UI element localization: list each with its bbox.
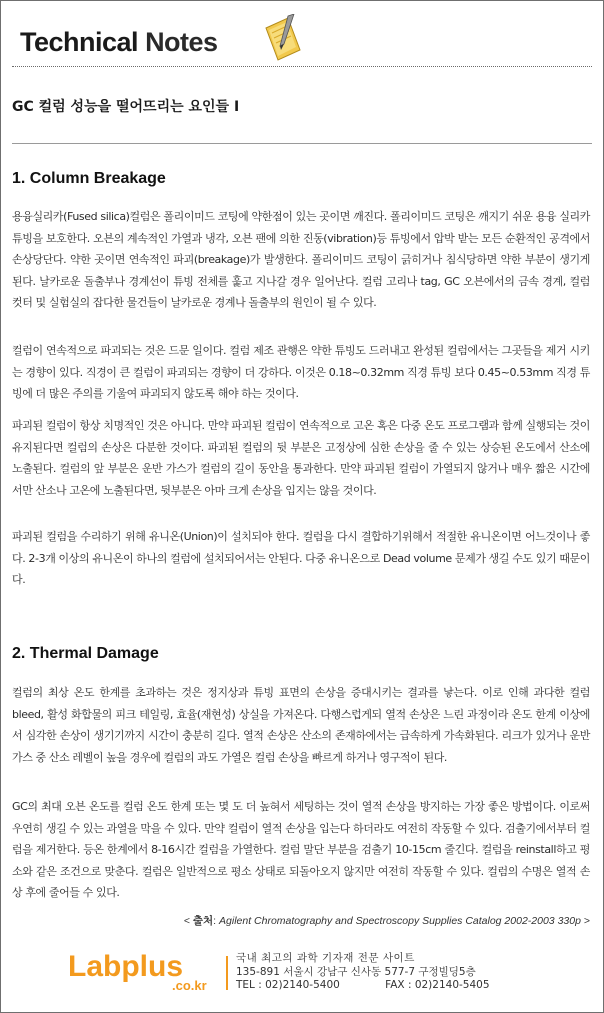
source-close: > [583,915,590,927]
labplus-logo[interactable]: Labplus [68,950,184,983]
page-title: GC 컬럼 성능을 떨어뜨리는 요인들 I [12,99,240,115]
header-title-technical: Technical [20,27,139,57]
source-label: 출처 [192,915,214,927]
paragraph: 용융실리카(Fused silica)컬럼은 폴리이미드 코팅에 약한점이 있는 곳이면 깨진다. 폴리이미드 코팅은 깨지기 쉬운 용융 실리카 튜빙을 보호한다. 오븐의 계속적인 가열과 냉각, 오븐 팬에 의한 진동(vibration)등 튜빙에서 압박 받는 모든 순환적인 공격에서 손상당단다. 약한 곳이면 연속적인 파괴(breakage)가 발생한다. 폴리이미드 코팅이 긁히거나 침식당하면 약한 부분이 생기게 된다. 날카로운 돌출부나 경계선이 튜빙 전체를 훑고 지나갈 경우 일어난다. 컬럼 고리나 tag, GC 오븐에서의 금속 경계, 컬럼 컷터 및 실험실의 잡다한 물건들이 날카로운 경계나 돌출부의 원인이 될 수 있다. [12,210,590,309]
paragraph: 파괴된 컬럼을 수리하기 위해 유니온(Union)이 설치되야 한다. 컬럼을 다시 결합하기위해서 적절한 유니온이면 어느것이나 좋다. 2-3개 이상의 유니온이 하나의 컬럼에 설치되어서는 안된다. 다중 유니온으로 Dead volume 문제가 생길 수도 있기 때문이다. [12,530,590,586]
source-text: Agilent Chromatography and Spectroscopy Supplies Catalog 2002-2003 330p [219,915,581,927]
footer-tel: TEL : 02)2140-5400 [236,979,340,991]
notepad-pencil-icon [258,14,308,64]
paragraph: 컬럼의 최상 온도 한계를 초과하는 것은 정지상과 튜빙 표면의 손상을 증대시키는 결과를 낳는다. 이로 인해 과다한 컬럼 bleed, 활성 화합물의 피크 테일링, 효율(재현성) 상실을 가져온다. 다행스럽게되 열적 손상은 느린 과정이라 온도 한계 이상에서 심각한 손상이 생기기까지 시간이 충분히 길다. 열적 손상은 산소의 존재하에서는 급속하게 가속화된다. 리크가 있거나 운반 가스 중 산소 레벨이 높을 경우에 컬럼의 과도 가열은 컬럼 손상을 빠르게 하거나 영구적이 된다. [12,686,590,764]
section-heading-column-breakage: 1. Column Breakage [12,170,166,187]
header-title-notes: Notes [145,27,218,57]
source-colon: : [213,915,217,927]
source-open: < [183,915,190,927]
footer-address: 135-891 서울시 강남구 신사동 577-7 구정빌딩5층 [236,965,476,978]
section-heading-thermal-damage: 2. Thermal Damage [12,645,159,662]
footer-fax: FAX : 02)2140-5405 [385,979,490,991]
labplus-logo-domain: .co.kr [172,978,207,993]
paragraph: GC의 최대 오븐 온도를 컬럼 온도 한계 또는 몇 도 더 높혀서 세팅하는 것이 열적 손상을 방지하는 가장 좋은 방법이다. 이로써 우연히 생길 수 있는 과열을 막을 수 있다. 만약 컬럼이 열적 손상을 입는다 하더라도 여전히 작동할 수 있다. 검출기에서부터 컬럼을 제거한다. 등온 한계에서 8-16시간 컬럼을 가열한다. 컬럼 말단 부분을 검출기 10-15cm 줄긴다. 컬럼을 reinstall하고 평소와 같은 조건으로 맞춘다. 컬럼은 일반적으로 평소 상태로 되돌아오지 않지만 여전히 작동할 수 있다. 컬럼의 수명은 열적 손상 후에 줄어들 수 있다. [12,800,590,899]
footer-info [236,952,490,993]
footer-tagline: 국내 최고의 과학 기자재 전문 사이트 [236,952,415,964]
footer [68,950,588,1000]
source-citation [184,913,590,928]
footer-divider [226,956,228,990]
header-divider [12,66,592,67]
title-divider [12,143,592,144]
header-title [20,27,218,58]
paragraph: 컬럼이 연속적으로 파괴되는 것은 드문 일이다. 컬럼 제조 관행은 약한 튜빙도 드러내고 완성된 컬럼에서는 그곳들을 제거 시키는 경향이 있다. 직경이 큰 컬럼이 파괴되는 경향이 더 강하다. 이것은 0.18~0.32mm 직경 튜빙 보다 0.45~0.53mm 직경 튜빙에 더 많은 주의를 기울여 파괴되지 않도록 해야 하는 것이다. [12,344,590,400]
header [18,14,318,64]
paragraph: 파괴된 컬럼이 항상 치명적인 것은 아니다. 만약 파괴된 컬럼이 연속적으로 고온 혹은 다중 온도 프로그램과 함께 실행되는 것이 유지된다면 컬럼의 손상은 다분한 것이다. 파괴된 컬럼의 뒷 부분은 고정상에 심한 손상을 줄 수 있는 상승된 온도에서 산소에 노출된다. 컬럼의 앞 부분은 운반 가스가 컬럼의 길이 동안을 통과한다. 만약 파괴된 컬럼이 가열되지 않거나 매우 짧은 시간에서만 산소나 고온에 노출된다면, 뒷부분은 아마 크게 손상을 입지는 않을 것이다. [12,419,590,497]
footer-contact [236,979,490,993]
